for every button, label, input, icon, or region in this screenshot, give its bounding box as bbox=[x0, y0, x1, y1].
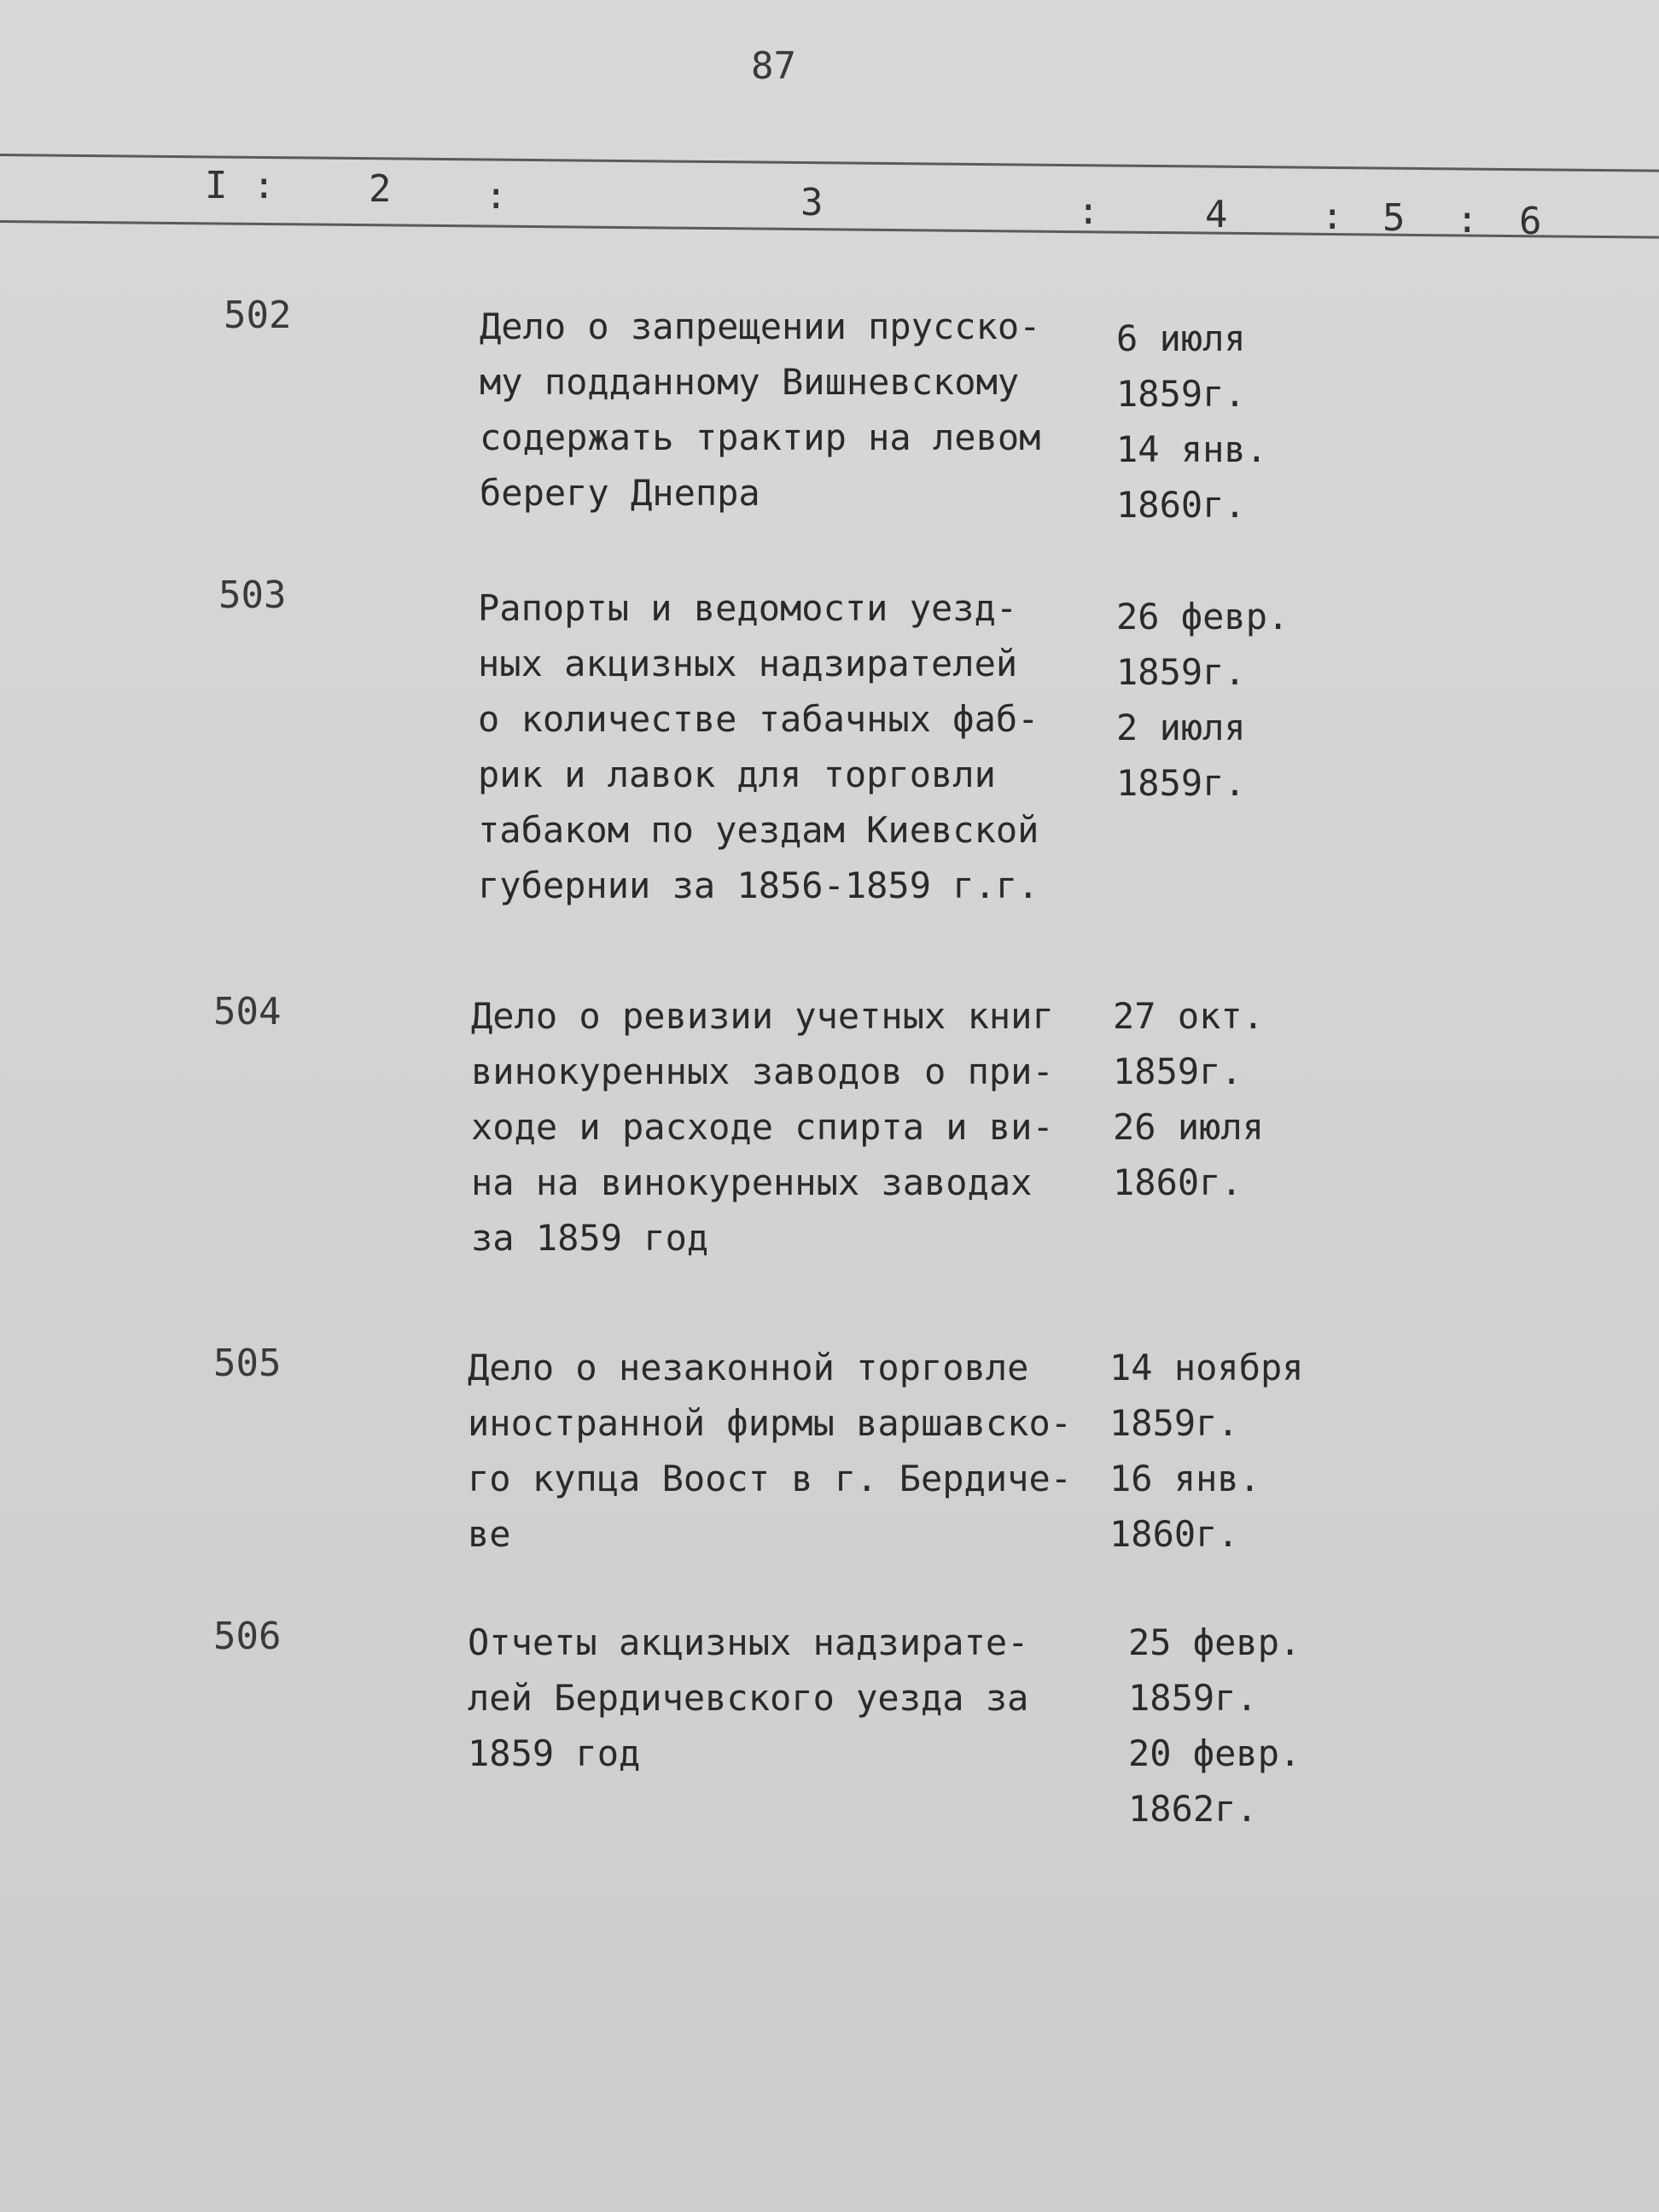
date-line: 25 февр. bbox=[1128, 1621, 1301, 1663]
description-line: Дело о запрещении прусско- bbox=[480, 306, 1041, 347]
description-line: 1859 год bbox=[468, 1732, 641, 1774]
record-description bbox=[468, 1340, 1116, 1562]
column-separator: : bbox=[1321, 195, 1344, 238]
description-line: го купца Воост в г. Бердиче- bbox=[468, 1458, 1073, 1499]
date-line: 1859г. bbox=[1109, 1402, 1239, 1444]
description-line: губернии за 1856-1859 г.г. bbox=[478, 864, 1039, 906]
date-line: 1859г. bbox=[1116, 762, 1246, 804]
date-line: 20 февр. bbox=[1128, 1732, 1301, 1774]
description-line: ходе и расходе спирта и ви- bbox=[471, 1106, 1054, 1148]
description-line: иностранной фирмы варшавско- bbox=[468, 1402, 1073, 1444]
description-line: рик и лавок для торговли bbox=[478, 754, 996, 795]
column-header-1: I bbox=[205, 164, 228, 207]
record-number: 503 bbox=[218, 573, 287, 617]
page-number: 87 bbox=[751, 44, 796, 88]
date-line: 1860г. bbox=[1109, 1513, 1239, 1555]
column-separator: : bbox=[253, 164, 276, 207]
date-line: 26 февр. bbox=[1116, 596, 1289, 637]
column-header-6: 6 bbox=[1519, 200, 1542, 243]
date-line: 1859г. bbox=[1113, 1051, 1243, 1092]
description-line: Рапорты и ведомости уезд- bbox=[478, 587, 1018, 629]
column-header-4: 4 bbox=[1205, 193, 1228, 236]
description-line: берегу Днепра bbox=[480, 472, 760, 514]
description-line: му подданному Вишневскому bbox=[480, 361, 1020, 403]
record-description bbox=[478, 580, 1126, 913]
date-line: 1860г. bbox=[1116, 484, 1246, 526]
description-line: содержать трактир на левом bbox=[480, 416, 1041, 458]
description-line: за 1859 год bbox=[471, 1217, 709, 1259]
date-line: 16 янв. bbox=[1109, 1458, 1261, 1499]
description-line: ве bbox=[468, 1513, 511, 1555]
date-line: 26 июля bbox=[1113, 1106, 1265, 1148]
record-dates bbox=[1128, 1615, 1301, 1837]
record-dates bbox=[1116, 589, 1289, 811]
record-dates bbox=[1109, 1340, 1304, 1562]
header-top-rule bbox=[0, 154, 1659, 172]
column-header-3: 3 bbox=[800, 181, 824, 224]
description-line: Дело о ревизии учетных книг bbox=[471, 995, 1054, 1037]
description-line: ных акцизных надзирателей bbox=[478, 643, 1018, 684]
column-header-2: 2 bbox=[369, 167, 392, 211]
date-line: 14 янв. bbox=[1116, 428, 1268, 470]
description-line: о количестве табачных фаб- bbox=[478, 698, 1039, 740]
record-description bbox=[480, 299, 1128, 521]
description-line: винокуренных заводов о при- bbox=[471, 1051, 1054, 1092]
column-header-5: 5 bbox=[1382, 196, 1406, 240]
record-dates bbox=[1113, 988, 1264, 1210]
record-description bbox=[468, 1615, 1116, 1781]
record-number: 502 bbox=[224, 294, 292, 337]
date-line: 1859г. bbox=[1116, 373, 1246, 415]
description-line: на на винокуренных заводах bbox=[471, 1161, 1033, 1203]
date-line: 1862г. bbox=[1128, 1788, 1258, 1830]
date-line: 1860г. bbox=[1113, 1161, 1243, 1203]
description-line: Отчеты акцизных надзирате- bbox=[468, 1621, 1029, 1663]
header-bottom-rule bbox=[0, 220, 1659, 239]
column-separator: : bbox=[485, 174, 508, 218]
date-line: 6 июля bbox=[1116, 317, 1246, 359]
record-number: 504 bbox=[213, 990, 282, 1033]
date-line: 27 окт. bbox=[1113, 995, 1265, 1037]
column-separator: : bbox=[1077, 189, 1100, 233]
date-line: 2 июля bbox=[1116, 707, 1246, 748]
column-separator: : bbox=[1456, 198, 1479, 242]
description-line: Дело о незаконной торговле bbox=[468, 1347, 1029, 1388]
date-line: 14 ноября bbox=[1109, 1347, 1304, 1388]
description-line: табаком по уездам Киевской bbox=[478, 809, 1039, 851]
date-line: 1859г. bbox=[1116, 651, 1246, 693]
date-line: 1859г. bbox=[1128, 1677, 1258, 1719]
record-description bbox=[471, 988, 1120, 1266]
record-number: 505 bbox=[213, 1342, 282, 1385]
record-number: 506 bbox=[213, 1615, 282, 1658]
record-dates bbox=[1116, 311, 1267, 533]
description-line: лей Бердичевского уезда за bbox=[468, 1677, 1029, 1719]
